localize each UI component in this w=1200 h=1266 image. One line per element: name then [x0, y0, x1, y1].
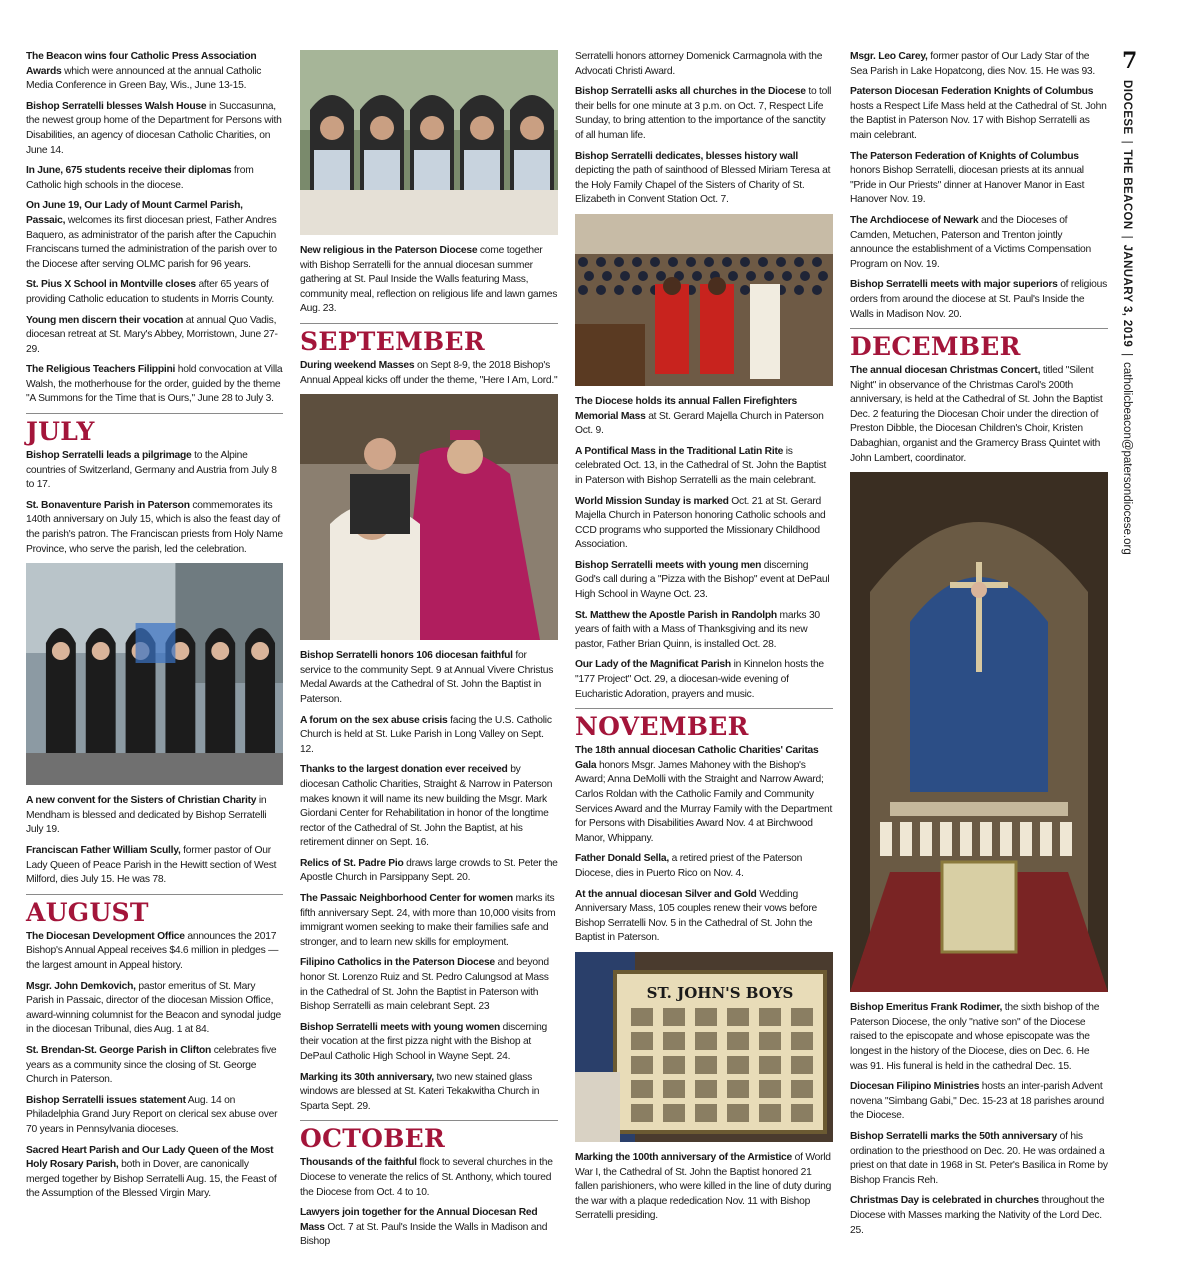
news-item-headline: The Archdiocese of Newark	[850, 214, 979, 226]
news-item-body: Oct. 21 at St. Gerard Majella Church in Paterson honoring Catholic schools and CCD programs who supported the Missionary Childhood Association.	[575, 495, 826, 551]
news-item-headline: The Diocesan Development Office	[26, 930, 185, 942]
news-item-body: marks 30 years of faith with a Mass of Thanksgiving and its new pastor, Father Brian Quinn, is installed Oct. 28.	[575, 609, 820, 650]
news-item-headline: Marking its 30th anniversary,	[300, 1071, 434, 1083]
news-item	[26, 980, 283, 1038]
news-item-body: both in Dover, are canonically merged together by Bishop Serratelli Aug. 15, the Feast of the Assumption of the Blessed Virgin Mary.	[26, 1159, 277, 1200]
news-item-body: flock to several churches in the Diocese to venerate the relics of St. Anthony, which toured the Diocese from Oct. 4 to 10.	[300, 1157, 553, 1198]
news-item-body: Aug. 14 on Philadelphia Grand Jury Report on clerical sex abuse over 70 years in Pennsylvania dioceses.	[26, 1094, 278, 1135]
news-item-headline: Msgr. Leo Carey,	[850, 51, 928, 62]
news-item-headline: A forum on the sex abuse crisis	[300, 714, 448, 726]
sidebar-text: DIOCESE|THE BEACON|JANUARY 3, 2019|catholicbeacon@patersondiocese.org	[1121, 80, 1133, 555]
column-1	[26, 50, 283, 1208]
news-item-body: at St. Gerard Majella Church in Paterson Oct. 9.	[575, 410, 824, 437]
news-item	[850, 50, 1108, 79]
news-item	[300, 1206, 558, 1250]
news-item-headline: Bishop Serratelli leads a pilgrimage	[26, 450, 192, 462]
news-item-headline: Franciscan Father William Scully,	[26, 845, 181, 856]
column-2	[300, 50, 558, 1256]
news-item-headline: The Diocese holds its annual Fallen Firefighters Memorial Mass	[575, 395, 798, 422]
news-item	[850, 85, 1108, 143]
month-heading: JULY	[26, 413, 283, 446]
news-item-body: hosts a Respect Life Mass held at the Cathedral of St. John the Baptist in Paterson Nov. 17 with Bishop Serratelli as main celebrant.	[850, 100, 1107, 141]
news-item	[26, 499, 283, 557]
sidebar-strip	[1120, 80, 1146, 1220]
news-item	[575, 445, 833, 489]
news-item-body: by diocesan Catholic Charities, Straight & Narrow in Paterson makes known it will name its new building the Msgr. Mark Giordani Center for Rehabilitation in honor of the longtime rector of the Cathedral of St. John the Baptist, at his retirement dinner on Sept. 16.	[300, 764, 553, 849]
news-item	[575, 50, 833, 79]
news-item-body: in Kinnelon hosts the "177 Project" Oct. 29, a diocesan-wide evening of Eucharistic Adoration, prayers and music.	[575, 659, 824, 700]
news-item-headline: St. Pius X School in Montville closes	[26, 279, 196, 291]
news-item-headline: Relics of St. Padre Pio	[300, 857, 404, 869]
news-item	[575, 609, 833, 653]
news-item	[26, 1144, 283, 1202]
photo-caption	[300, 649, 558, 707]
news-item-headline: A new convent for the Sisters of Christian Charity	[26, 795, 257, 807]
news-item	[575, 888, 833, 946]
news-item	[300, 857, 558, 886]
photo-caption	[300, 244, 558, 317]
news-item-headline: Christmas Day is celebrated in churches	[850, 1195, 1039, 1207]
news-item-body: in Mendham is blessed and dedicated by Bishop Serratelli July 19.	[26, 795, 267, 836]
news-item	[26, 199, 283, 272]
news-item-headline: On June 19, Our Lady of Mount Carmel Parish, Passaic,	[26, 200, 243, 226]
news-item-body: discerning God's call during a "Pizza with the Bishop" event at DePaul High School in Wayne Oct. 23.	[575, 559, 830, 601]
news-item	[300, 956, 558, 1014]
news-item-body: hold convocation at Villa Walsh, the motherhouse for the order, guided by the theme "A Summons for the Time that is Ours," June 28 to July 3.	[26, 364, 283, 405]
news-item	[300, 763, 558, 851]
news-item-body: the sixth bishop of the Paterson Diocese, the only "native son" of the Diocese raised to the episcopate and whose episcopate was the longest in the history of the Diocese, dies on Dec. 6. He was 91. His funeral is held in the cathedral Dec. 15.	[850, 1002, 1100, 1072]
news-item-headline: Bishop Serratelli meets with young women	[300, 1021, 500, 1033]
news-item	[26, 50, 283, 94]
news-item	[300, 1156, 558, 1200]
news-item-body: celebrates five years as a community since the closing of St. George Church in Paterson.	[26, 1044, 277, 1086]
news-item-body: former pastor of Our Lady Queen of Peace Parish in the Hewitt section of West Milford, dies July 15. He was 78.	[26, 845, 277, 886]
month-heading: DECEMBER	[850, 328, 1108, 361]
news-item	[850, 364, 1108, 466]
news-item-body: from Catholic high schools in the diocese.	[26, 165, 254, 191]
sidebar-section: DIOCESE	[1121, 80, 1133, 135]
news-item-body: of religious orders from around the diocese at St. Paul's Inside the Walls in Madison Nov. 20.	[850, 279, 1107, 320]
news-item-headline: St. Brendan-St. George Parish in Clifton	[26, 1044, 212, 1056]
sidebar-date: JANUARY 3, 2019	[1121, 244, 1133, 348]
news-item	[850, 214, 1108, 272]
news-item-headline: World Mission Sunday is marked	[575, 495, 729, 507]
news-item-headline: Our Lady of the Magnificat Parish	[575, 659, 731, 671]
news-item-body: and beyond honor St. Lorenzo Ruiz and St. Pedro Calungsod at Mass in the Cathedral of St. John the Baptist in Paterson with Bishop Serratelli as main celebrant Sept. 23	[300, 957, 549, 1013]
news-item-headline: Bishop Serratelli asks all churches in the Diocese	[575, 86, 806, 98]
column-4	[850, 50, 1108, 1244]
news-item	[26, 1094, 283, 1138]
news-item-headline: Filipino Catholics in the Paterson Diocese	[300, 957, 495, 969]
month-heading: AUGUST	[26, 894, 283, 927]
news-item-body: come together with Bishop Serratelli for the annual diocesan summer gathering at St. Paul Inside the Walls featuring Mass, community meal, reflection on religious life and lawn games Aug. 23.	[300, 245, 558, 315]
news-item	[850, 150, 1108, 208]
news-item-headline: New religious in the Paterson Diocese	[300, 245, 478, 256]
news-item	[300, 714, 558, 758]
news-item	[26, 930, 283, 974]
news-item	[26, 1044, 283, 1088]
photo-caption	[26, 794, 283, 838]
news-item	[850, 1194, 1108, 1238]
news-item	[300, 1071, 558, 1115]
news-item-body: welcomes its first diocesan priest, Father Andres Baquero, as administrator of the parish after the Capuchin Franciscans turned the administration of the parish over to the Diocese after serving OLMC parish for 96 years.	[26, 214, 277, 270]
news-item-headline: The 18th annual diocesan Catholic Charities' Caritas Gala	[575, 745, 819, 771]
column-3	[575, 50, 833, 1230]
news-item-body: honors Msgr. James Mahoney with the Bishop's Award; Anna DeMolli with the Straight and Narrow Award; Carlos Roldan with the Catholic Family and Community Services Award and the Murray Family with the Department for Persons with Disabilities Award Nov. 4 at Birchwood Manor, Whippany.	[575, 759, 833, 844]
news-item-headline: The Passaic Neighborhood Center for women	[300, 893, 513, 905]
news-item-body: for service to the community Sept. 9 at Annual Vivere Christus Medal Awards at the Cathedral of St. John the Baptist in Paterson.	[300, 650, 554, 705]
news-item-headline: Bishop Serratelli dedicates, blesses history wall	[575, 150, 798, 162]
news-item-body: draws large crowds to St. Peter the Apostle Church in Parsippany Sept. 20.	[300, 857, 558, 884]
news-item-body: marks its fifth anniversary Sept. 24, with more than 10,000 visits from immigrant women seeking to make their families safe and stronger, and to learn new skills for employment.	[300, 893, 556, 948]
sidebar-website[interactable]: catholicbeacon@patersondiocese.org	[1121, 362, 1133, 555]
news-item-headline: St. Bonaventure Parish in Paterson	[26, 499, 190, 511]
photo-caption	[850, 1001, 1108, 1074]
news-item	[575, 658, 833, 702]
news-item-body: hosts an inter-parish Advent novena "Simbang Gabi," Dec. 15-23 at 18 parishes around the Diocese.	[850, 1081, 1105, 1122]
vivere-christus-photo	[300, 394, 558, 645]
armistice-plaque-photo	[575, 952, 833, 1147]
religious-gathering-photo	[300, 50, 558, 240]
news-item-headline: Bishop Serratelli marks the 50th anniversary	[850, 1131, 1058, 1142]
news-item	[850, 278, 1108, 322]
news-item-headline: Marking the 100th anniversary of the Armistice	[575, 1151, 793, 1163]
svg-text:ST. JOHN'S BOYS: ST. JOHN'S BOYS	[646, 983, 794, 1002]
sisters-convent-photo	[26, 563, 283, 790]
news-item-body: is celebrated Oct. 13, in the Cathedral of St. John the Baptist in Paterson with Bishop Serratelli as the main celebrant.	[575, 445, 827, 486]
news-item-body: which were announced at the annual Catholic Media Conference in Green Bay, Wis., June 13-15.	[26, 65, 262, 92]
news-item-body: Wedding Anniversary Mass, 105 couples renew their vows before Bishop Serratelli Nov. 5 in the Cathedral of St. John the Baptist in Paterson.	[575, 888, 818, 944]
news-item	[300, 1021, 558, 1065]
news-item-body: in Succasunna, the newest group home of the Department for Persons with Disabilities, an agency of diocesan Catholic Charities, on June 14.	[26, 100, 282, 156]
news-item-body: discerning their vocation at the first pizza night with the Bishop at DePaul Catholic High School in Wayne Sept. 24.	[300, 1021, 548, 1062]
news-item	[26, 314, 283, 358]
news-item	[26, 100, 283, 158]
sidebar-publication: THE BEACON	[1121, 149, 1133, 230]
news-item-headline: Thanks to the largest donation ever received	[300, 764, 508, 776]
news-item	[850, 1130, 1108, 1188]
news-item-body: two new stained glass windows are blessed at St. Kateri Tekakwitha Church in Sparta Sept. 29.	[300, 1071, 540, 1112]
news-item	[575, 852, 833, 881]
news-item-headline: The Religious Teachers Filippini	[26, 364, 176, 376]
news-item-headline: Diocesan Filipino Ministries	[850, 1081, 980, 1093]
news-item-headline: The Paterson Federation of Knights of Columbus	[850, 150, 1079, 162]
news-item-body: at annual Quo Vadis, diocesan retreat at St. Mary's Abbey, Morristown, June 27-29.	[26, 314, 278, 355]
news-item-headline: Bishop Serratelli meets with young men	[575, 559, 762, 571]
news-item-headline: A Pontifical Mass in the Traditional Latin Rite	[575, 445, 784, 457]
month-heading: OCTOBER	[300, 1120, 558, 1153]
news-item-headline: During weekend Masses	[300, 359, 415, 371]
news-item-body: of his ordination to the priesthood on Dec. 20. He was ordained a priest on that date in 1968 in St. Peter's Basilica in Rome by Bishop Francis Reh.	[850, 1131, 1108, 1186]
news-item	[26, 278, 283, 307]
news-item-body: to toll their bells for one minute at 3 p.m. on Oct. 7, Respect Life Sunday, to bring attention to the importance of the sanctity of all human life.	[575, 86, 832, 141]
news-item	[26, 844, 283, 888]
news-item-headline: The annual diocesan Christmas Concert,	[850, 365, 1041, 377]
news-item	[575, 559, 833, 603]
news-item-headline: At the annual diocesan Silver and Gold	[575, 888, 757, 900]
news-item-headline: Bishop Serratelli blesses Walsh House	[26, 100, 207, 112]
news-item	[300, 892, 558, 950]
news-item-body: to the Alpine countries of Switzerland, Germany and Austria from July 8 to 17.	[26, 450, 277, 491]
news-item	[26, 363, 283, 407]
news-item	[575, 495, 833, 553]
news-item-body: after 65 years of providing Catholic education to students in Morris County.	[26, 279, 275, 305]
news-item-headline: Bishop Serratelli issues statement	[26, 1094, 186, 1106]
firefighters-memorial-photo	[575, 214, 833, 391]
news-item-body: former pastor of Our Lady Star of the Sea Parish in Lake Hopatcong, dies Nov. 15. He was 93.	[850, 51, 1096, 77]
news-item-body: and the Dioceses of Camden, Metuchen, Paterson and Trenton jointly announce the establishment of a Victims Compensation Program on Nov. 19.	[850, 214, 1091, 270]
cathedral-funeral-photo	[850, 472, 1108, 997]
news-item-body: commemorates its 140th anniversary on July 15, which is also the feast day of the parish's patron. The Franciscan priests from Holy Name Province, who serve the parish, led the celebration.	[26, 499, 283, 555]
news-item-body: titled "Silent Night" in observance of the Christmas Carol's 200th anniversary, is held at the Cathedral of St. John the Baptist Dec. 2 featuring the Diocesan Choir under the direction of Preston Dibble, the Diocesan Children's Choir, Kristen Dabaghian, organist and the Gramercy Brass Quintet with John Lambert, coordinator.	[850, 365, 1103, 464]
news-item	[575, 85, 833, 143]
news-item-headline: Bishop Serratelli honors 106 diocesan faithful	[300, 650, 513, 662]
news-item-headline: Sacred Heart Parish and Our Lady Queen of the Most Holy Rosary Parish,	[26, 1144, 274, 1171]
photo-caption	[575, 1151, 833, 1224]
news-item-headline: Father Donald Sella,	[575, 853, 669, 865]
news-item-body: announces the 2017 Bishop's Annual Appeal receives $4.6 million in pledges — the largest amount in Appeal history.	[26, 930, 279, 971]
news-item-headline: Thousands of the faithful	[300, 1157, 417, 1169]
photo-caption	[575, 395, 833, 439]
news-item-body: a retired priest of the Paterson Diocese, dies in Puerto Rico on Nov. 4.	[575, 853, 803, 879]
month-heading: SEPTEMBER	[300, 323, 558, 356]
news-item	[26, 164, 283, 193]
news-item	[26, 449, 283, 493]
news-item-headline: Bishop Serratelli meets with major superiors	[850, 279, 1058, 291]
news-item-headline: The Beacon wins four Catholic Press Association Awards	[26, 51, 257, 77]
page-number: 7	[1122, 48, 1138, 74]
news-item-headline: St. Matthew the Apostle Parish in Randolph	[575, 609, 777, 621]
news-item-body: throughout the Diocese with Masses marking the Nativity of the Lord Dec. 25.	[850, 1195, 1105, 1236]
news-item-headline: Msgr. John Demkovich,	[26, 980, 136, 992]
news-item-body: of World War I, the Cathedral of St. John the Baptist honored 21 fallen parishioners, who were killed in the line of duty during the war with a plaque rededication Nov. 11 with Bishop Serratelli presiding.	[575, 1151, 832, 1222]
news-item-headline: Lawyers join together for the Annual Diocesan Red Mass	[300, 1207, 538, 1233]
news-item	[575, 744, 833, 846]
news-item-headline: In June, 675 students receive their diplomas	[26, 165, 232, 177]
news-item	[300, 359, 558, 388]
month-heading: NOVEMBER	[575, 708, 833, 741]
news-item-headline: Bishop Emeritus Frank Rodimer,	[850, 1002, 1003, 1014]
news-item-headline: Paterson Diocesan Federation Knights of Columbus	[850, 86, 1094, 98]
news-item-headline: Young men discern their vocation	[26, 314, 184, 326]
news-item-body: honors Bishop Serratelli, diocesan priests at its annual "Pride in Our Priests" dinner at Hanover Manor in East Hanover Nov. 19.	[850, 165, 1085, 206]
news-item-body: depicting the path of sainthood of Blessed Miriam Teresa at the Holy Family Chapel of the Sisters of Charity of St. Elizabeth in Convent Station Oct. 7.	[575, 165, 831, 206]
news-item	[850, 1080, 1108, 1124]
news-item	[575, 150, 833, 208]
news-item-body: on Sept 8-9, the 2018 Bishop's Annual Appeal kicks off under the theme, "Here I Am, Lord."	[300, 359, 558, 386]
news-item-body: facing the U.S. Catholic Church is held at St. Luke Parish in Long Valley on Sept. 12.	[300, 714, 552, 755]
news-item-body: Serratelli honors attorney Domenick Carmagnola with the Advocati Christi Award.	[575, 51, 823, 77]
news-item-body: pastor emeritus of St. Mary Parish in Passaic, director of the diocesan Mission Office, award-winning columnist for the Beacon and synodal judge in the diocesan Tribunal, dies Aug. 1 at 84.	[26, 980, 282, 1036]
news-item-body: Oct. 7 at St. Paul's Inside the Walls in Madison and Bishop	[300, 1221, 548, 1248]
